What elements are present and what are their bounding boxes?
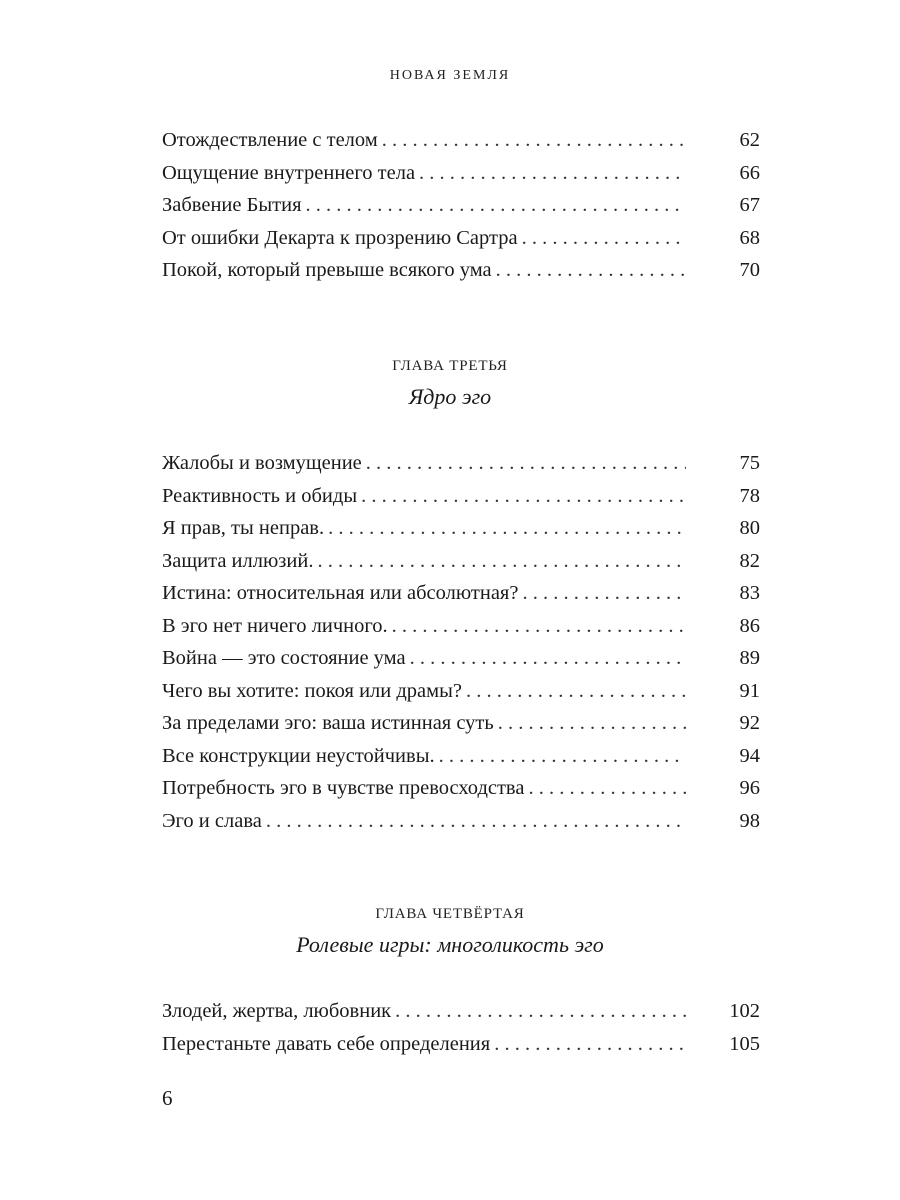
toc-entry-title: Злодей, жертва, любовник [162,1000,392,1022]
toc-entry[interactable] [162,545,760,578]
toc-entry-title: Ощущение внутреннего тела [162,161,416,184]
toc-entry-page: 75 [739,452,760,474]
dot-leader [419,157,686,190]
dot-leader [496,254,686,287]
dot-leader [382,124,686,157]
toc-entry[interactable] [162,577,760,610]
dot-leader [317,545,686,578]
toc-entry-page: 62 [739,129,760,151]
toc-entry[interactable] [162,610,760,643]
toc-entry[interactable] [162,512,760,545]
dot-leader [522,577,686,610]
chapter-4-label: ГЛАВА ЧЕТВЁРТАЯ [375,906,525,922]
toc-entry-page: 66 [739,161,760,184]
chapter-3-label: ГЛАВА ТРЕТЬЯ [392,358,508,374]
toc-entry-title: Я прав, ты неправ. [162,517,325,539]
toc-entry-title: Война — это состояние ума [162,647,406,669]
page-number: 6 [162,1086,173,1110]
toc-entry-page: 98 [739,809,760,832]
toc-entry-title: Чего вы хотите: покоя или драмы? [162,679,463,702]
toc-entry-title: Забвение Бытия [162,194,302,216]
toc-entry[interactable] [162,995,760,1028]
toc-entry[interactable] [162,447,760,480]
toc-entry[interactable] [162,254,760,287]
toc-entry[interactable] [162,740,760,773]
toc-entry-page: 86 [739,614,760,637]
toc-entry[interactable] [162,222,760,255]
toc-entry[interactable] [162,772,760,805]
dot-leader [361,480,686,513]
toc-entry-page: 105 [729,1032,760,1055]
toc-entry-page: 89 [739,647,760,669]
dot-leader [410,642,686,675]
toc-entry-title: Потребность эго в чувстве превосходства [162,777,525,799]
toc-section-chapter-4 [162,995,760,1060]
toc-entry-title: Жалобы и возмущение [162,452,362,474]
dot-leader [498,707,686,740]
dot-leader [392,610,686,643]
toc-entry-page: 78 [739,484,760,507]
chapter-3-title: Ядро эго [408,384,492,409]
dot-leader [328,512,686,545]
toc-entry-page: 94 [739,744,760,767]
toc-entry-title: Все конструкции неустойчивы. [162,744,435,767]
toc-entry-title: Эго и слава [162,809,262,832]
toc-entry-page: 92 [739,712,760,734]
toc-entry[interactable] [162,675,760,708]
toc-entry-title: От ошибки Декарта к прозрению Сартра [162,226,518,249]
toc-entry-title: Реактивность и обиды [162,484,358,507]
toc-entry-title: Отождествление с телом [162,129,378,151]
toc-entry-page: 96 [739,777,760,799]
dot-leader [466,675,686,708]
toc-entry[interactable] [162,480,760,513]
dot-leader [528,772,686,805]
toc-entry[interactable] [162,805,760,838]
dot-leader [522,222,686,255]
toc-entry-page: 80 [739,517,760,539]
toc-entry[interactable] [162,189,760,222]
toc-entry[interactable] [162,1028,760,1061]
dot-leader [366,447,686,480]
dot-leader [395,995,686,1028]
dot-leader [266,805,686,838]
toc-entry-page: 82 [739,549,760,572]
toc-entry[interactable] [162,642,760,675]
toc-entry-title: За пределами эго: ваша истинная суть [162,712,494,734]
toc-entry-title: Покой, который превыше всякого ума [162,259,492,281]
toc-entry[interactable] [162,124,760,157]
toc-entry-page: 68 [739,226,760,249]
chapter-4-title: Ролевые игры: многоликость эго [296,932,604,957]
toc-section-chapter-3 [162,447,760,837]
toc-section-previous [162,124,760,287]
toc-entry-page: 70 [739,259,760,281]
running-head: НОВАЯ ЗЕМЛЯ [389,68,511,83]
toc-entry-title: В эго нет ничего личного. [162,614,388,637]
toc-entry-title: Перестаньте давать себе определения [162,1032,491,1055]
toc-entry-page: 102 [729,1000,760,1022]
toc-entry-title: Защита иллюзий. [162,549,314,572]
dot-leader [494,1028,686,1061]
dot-leader [306,189,686,222]
toc-entry-title: Истина: относительная или абсолютная? [162,582,519,604]
toc-entry-page: 91 [739,679,760,702]
toc-entry-page: 67 [739,194,760,216]
dot-leader [439,740,686,773]
toc-entry-page: 83 [739,582,760,604]
toc-entry[interactable] [162,707,760,740]
toc-entry[interactable] [162,157,760,190]
